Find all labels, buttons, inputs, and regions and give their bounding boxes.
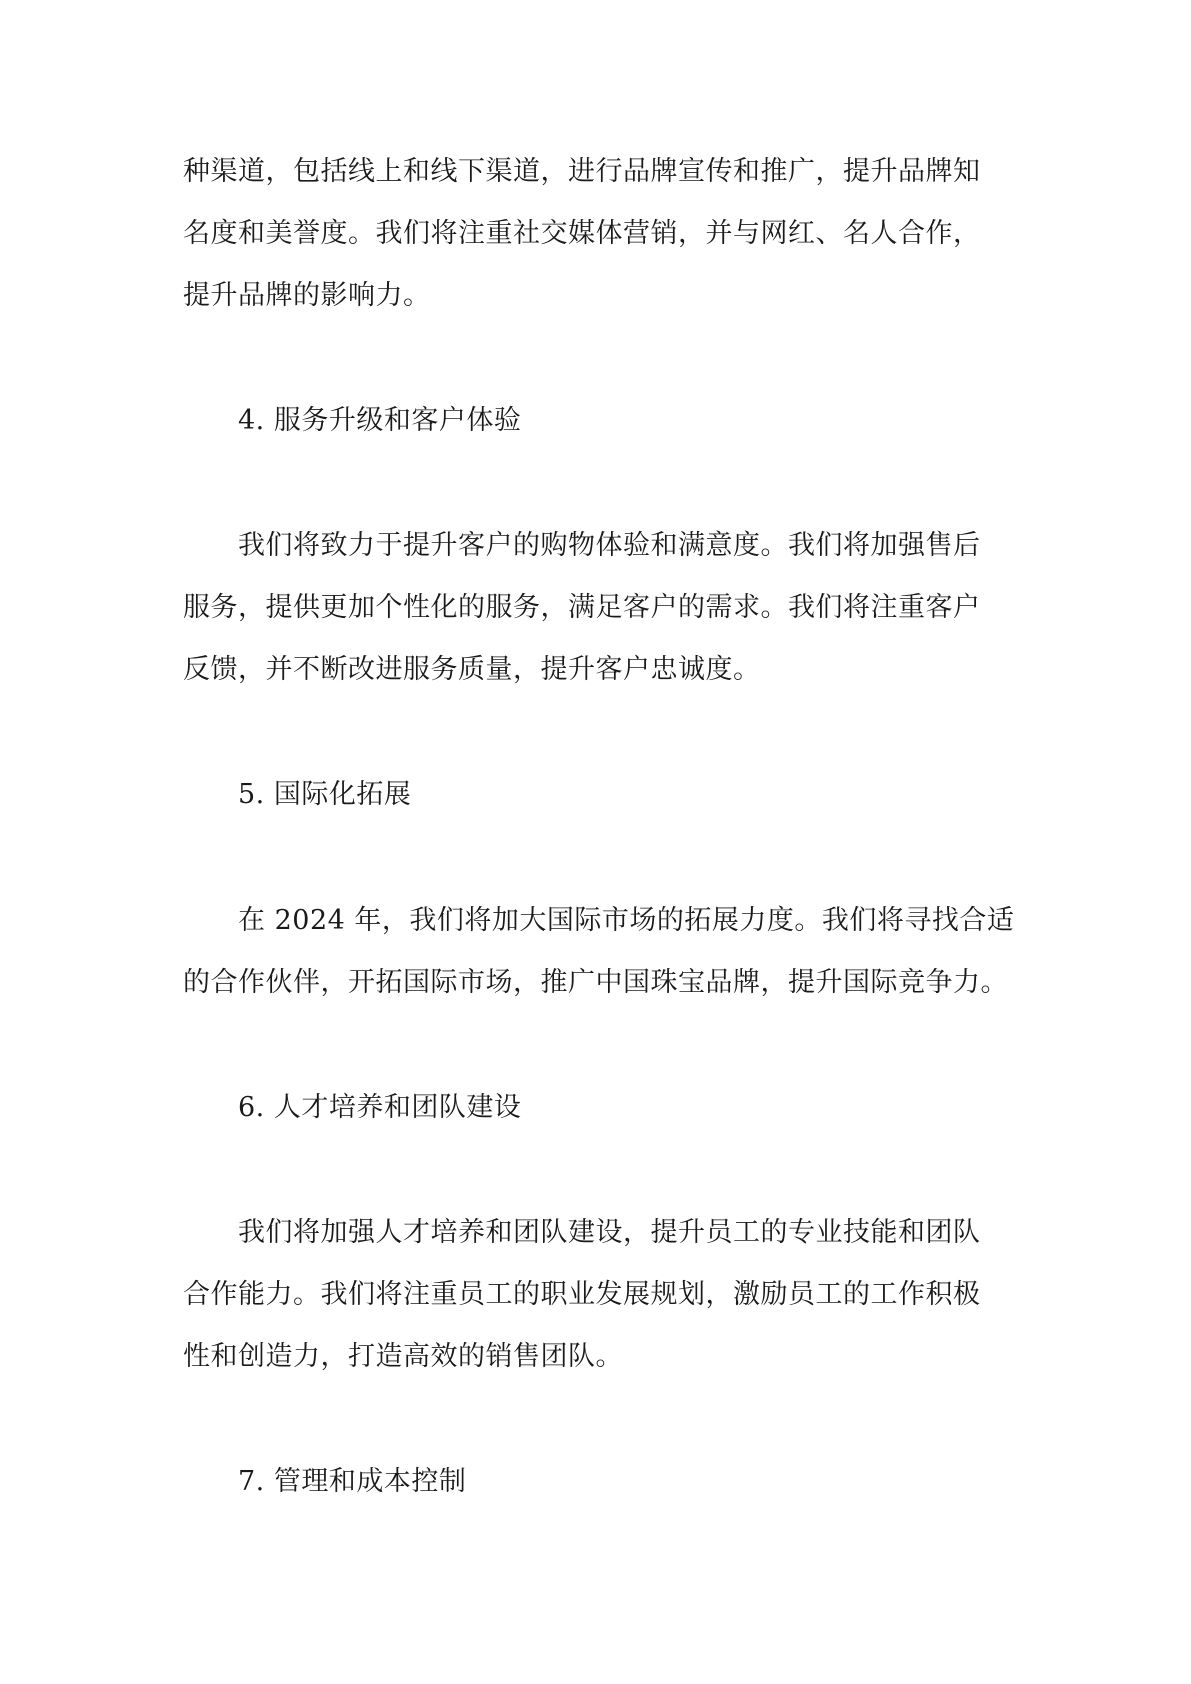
paragraph-line: 我们将加强人才培养和团队建设，提升员工的专业技能和团队 <box>238 1217 981 1248</box>
paragraph-line: 提升品牌的影响力。 <box>183 280 431 311</box>
section-heading-5: 5. 国际化拓展 <box>238 779 412 810</box>
paragraph-line: 在 2024 年，我们将加大国际市场的拓展力度。我们将寻找合适 <box>238 905 1015 936</box>
paragraph-line: 合作能力。我们将注重员工的职业发展规划，激励员工的工作积极 <box>183 1279 981 1310</box>
paragraph-line: 的合作伙伴，开拓国际市场，推广中国珠宝品牌，提升国际竞争力。 <box>183 967 1008 998</box>
paragraph-line: 性和创造力，打造高效的销售团队。 <box>183 1341 623 1372</box>
paragraph-line: 我们将致力于提升客户的购物体验和满意度。我们将加强售后 <box>238 530 981 561</box>
paragraph-line: 服务，提供更加个性化的服务，满足客户的需求。我们将注重客户 <box>183 592 981 623</box>
paragraph-line: 种渠道，包括线上和线下渠道，进行品牌宣传和推广，提升品牌知 <box>183 156 981 187</box>
paragraph-line: 名度和美誉度。我们将注重社交媒体营销，并与网红、名人合作， <box>183 218 981 249</box>
section-heading-4: 4. 服务升级和客户体验 <box>238 405 522 436</box>
paragraph-line: 反馈，并不断改进服务质量，提升客户忠诚度。 <box>183 654 761 685</box>
section-heading-7: 7. 管理和成本控制 <box>238 1466 467 1497</box>
section-heading-6: 6. 人才培养和团队建设 <box>238 1092 522 1123</box>
